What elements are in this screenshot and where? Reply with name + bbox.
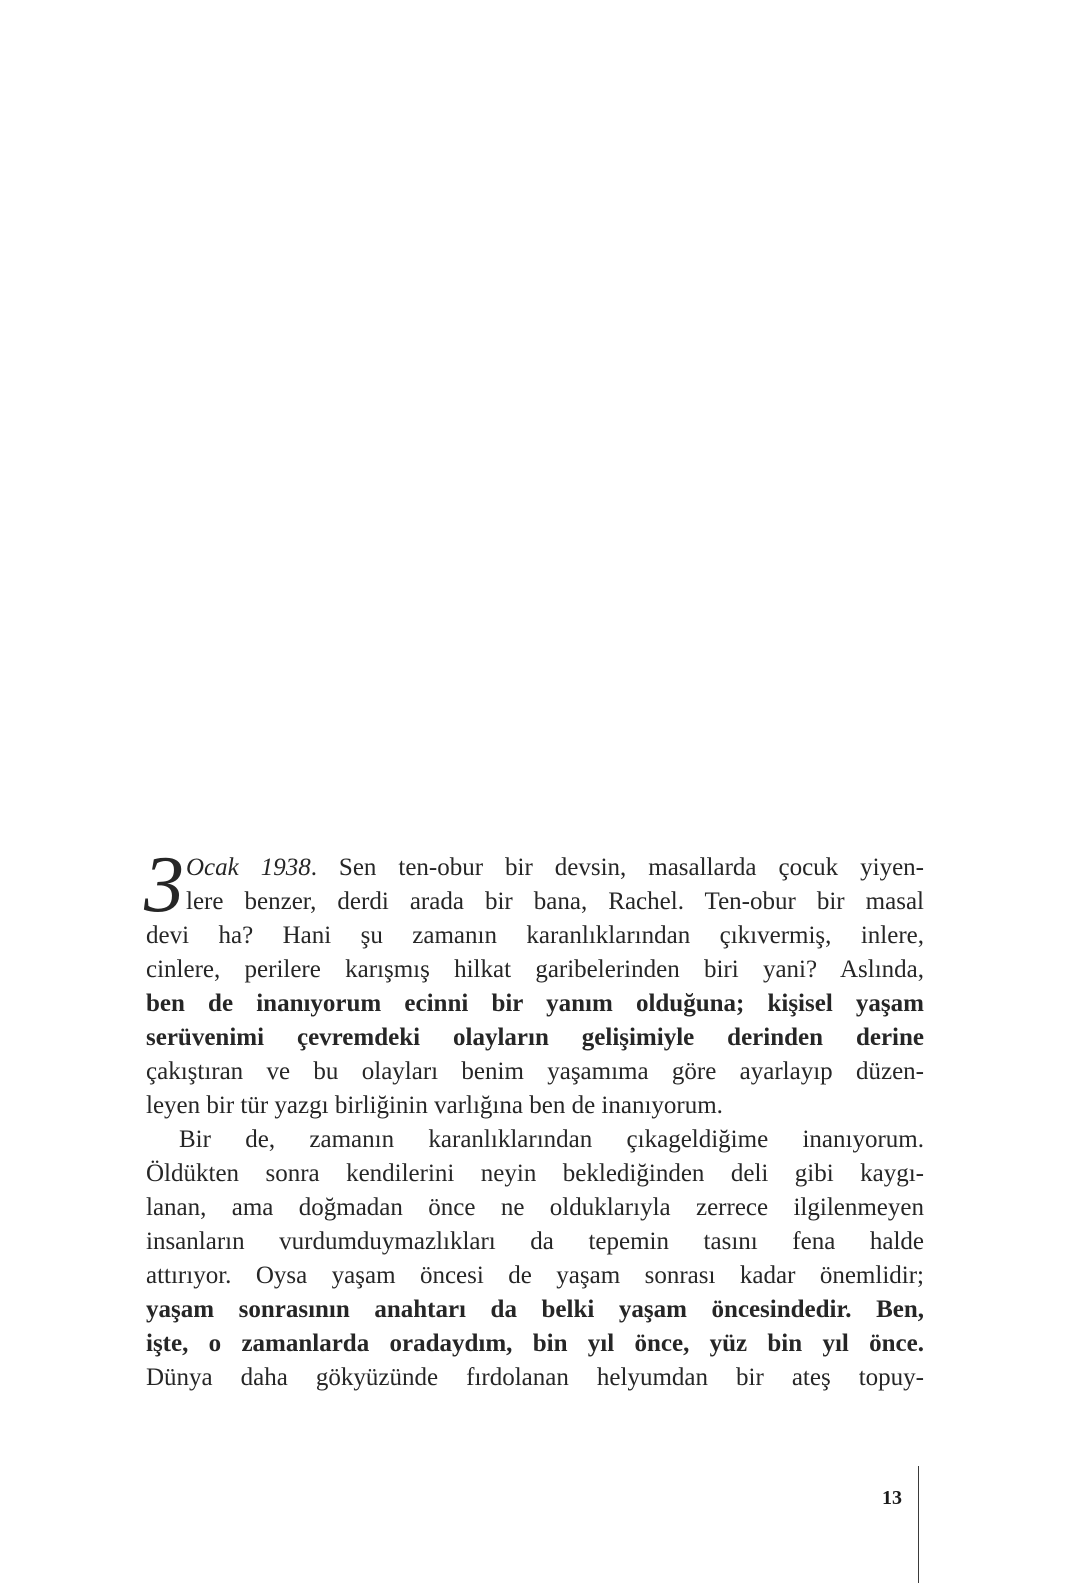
date-italic: Ocak 1938 [186, 854, 311, 881]
text-line: Bir de, zamanın karanlıklarından çıkageldiğime inanıyorum. [179, 1126, 924, 1153]
text-line: cinlere, perilere karışmış hilkat garibelerinden biri yani? Aslında, [146, 956, 924, 983]
text-line-content: . Sen ten-obur bir devsin, masallarda çocuk yiyen- [310, 854, 925, 881]
page-edge-rule [918, 1466, 919, 1583]
text-line: leyen bir tür yazgı birliğinin varlığına ben de inanıyorum. [146, 1092, 723, 1119]
text-line: lanan, ama doğmadan önce ne olduklarıyla zerrece ilgilenmeyen [146, 1194, 924, 1221]
text-line: yaşam sonrasının anahtarı da belki yaşam öncesindedir. Ben, [146, 1296, 924, 1323]
drop-cap: 3 [144, 841, 184, 929]
text-line: çakıştıran ve bu olayları benim yaşamıma göre ayarlayıp düzen- [146, 1058, 924, 1085]
text-line: ben de inanıyorum ecinni bir yanım olduğuna; kişisel yaşam [146, 990, 924, 1017]
text-line: insanların vurdumduymazlıkları da tepemin tasını fena halde [146, 1228, 924, 1255]
text-line: Dünya daha gökyüzünde fırdolanan helyumdan bir ateş topuy- [146, 1364, 924, 1391]
text-line: Öldükten sonra kendilerini neyin beklediğinden deli gibi kaygı- [146, 1160, 924, 1187]
text-line [146, 851, 924, 885]
text-line: serüvenimi çevremdeki olayların gelişimiyle derinden derine [146, 1024, 924, 1051]
text-line: işte, o zamanlarda oradaydım, bin yıl önce, yüz bin yıl önce. [146, 1330, 924, 1357]
text-line: devi ha? Hani şu zamanın karanlıklarından çıkıvermiş, inlere, [146, 922, 924, 949]
text-line: lere benzer, derdi arada bir bana, Rachel. Ten-obur bir masal [186, 888, 924, 915]
text-line: attırıyor. Oysa yaşam öncesi de yaşam sonrası kadar önemlidir; [146, 1262, 924, 1289]
body-text [144, 841, 925, 1395]
page-number: 13 [882, 1487, 902, 1509]
